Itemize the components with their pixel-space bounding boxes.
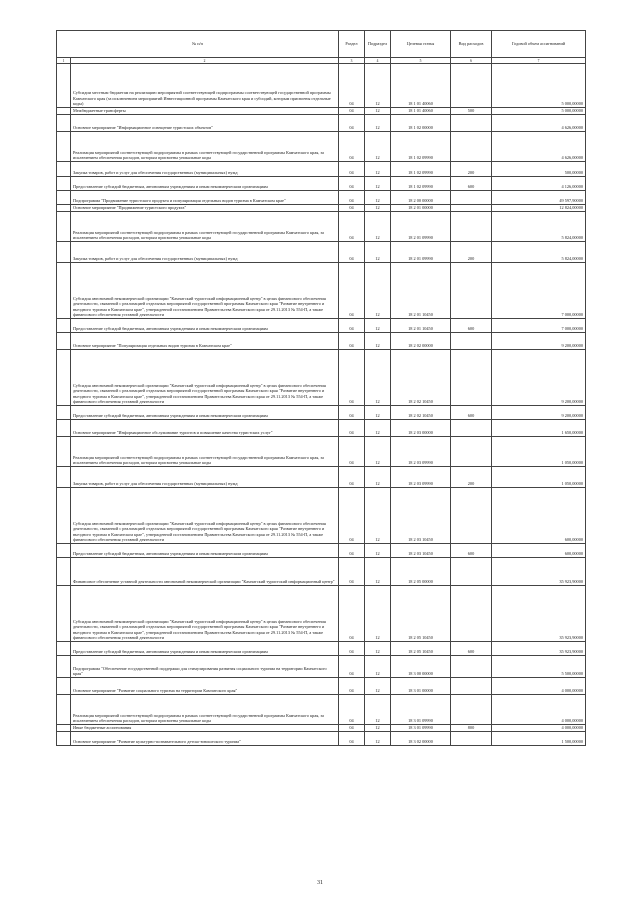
row-name-cell: Реализация мероприятий соответствующей подпрограммы в рамках соответствующей государственной программы Камчатского края, за исключением обеспечения расходов, которым присвоены уникальные коды bbox=[71, 437, 339, 467]
table-row bbox=[57, 695, 586, 725]
row-expense-type-cell bbox=[451, 656, 492, 678]
row-number-cell bbox=[57, 350, 71, 406]
header-podrazdel: Подраздел bbox=[365, 31, 391, 58]
row-target-cell: 18 1 02 09990 bbox=[391, 132, 451, 162]
row-name-cell: Предоставление субсидий бюджетным, автономным учреждениям и иным некоммерческим организациям bbox=[71, 642, 339, 656]
row-number-cell bbox=[57, 678, 71, 695]
row-amount-cell: 5 500,00000 bbox=[492, 656, 586, 678]
header-num: № п/п bbox=[57, 31, 339, 58]
row-number-cell bbox=[57, 437, 71, 467]
row-podrazdel-cell: 12 bbox=[365, 263, 391, 319]
header-annual-amount: Годовой объем ассигнований bbox=[492, 31, 586, 58]
header-razdel: Раздел bbox=[339, 31, 365, 58]
table-row bbox=[57, 212, 586, 242]
row-amount-cell: 35 923,90000 bbox=[492, 642, 586, 656]
row-amount-cell: 4 000,00000 bbox=[492, 678, 586, 695]
row-amount-cell: 4 626,00000 bbox=[492, 132, 586, 162]
row-expense-type-cell bbox=[451, 263, 492, 319]
table-body bbox=[57, 64, 586, 746]
row-podrazdel-cell: 12 bbox=[365, 586, 391, 642]
row-razdel-cell: 04 bbox=[339, 64, 365, 108]
row-amount-cell: 4 000,00000 bbox=[492, 725, 586, 732]
row-number-cell bbox=[57, 656, 71, 678]
row-number-cell bbox=[57, 586, 71, 642]
row-name-cell: Закупка товаров, работ и услуг для обеспечения государственных (муниципальных) нужд bbox=[71, 242, 339, 263]
row-razdel-cell: 04 bbox=[339, 656, 365, 678]
row-name-cell: Основное мероприятие "Развитие культурно-познавательного детско-юношеского туризма" bbox=[71, 732, 339, 746]
row-podrazdel-cell: 12 bbox=[365, 191, 391, 205]
row-number-cell bbox=[57, 108, 71, 115]
budget-table bbox=[56, 30, 586, 746]
page-number: 31 bbox=[317, 880, 323, 886]
row-razdel-cell: 04 bbox=[339, 695, 365, 725]
row-name-cell: Основное мероприятие "Развитие социального туризма на территории Камчатского края" bbox=[71, 678, 339, 695]
row-amount-cell: 7 000,00000 bbox=[492, 263, 586, 319]
row-target-cell: 18 1 01 40060 bbox=[391, 108, 451, 115]
row-podrazdel-cell: 12 bbox=[365, 406, 391, 420]
row-name-cell: Субсидия автономной некоммерческой организации "Камчатский туристский информационный центр" в целях финансового обеспечения деятельности, связанной с реализацией отдельных мероприятий государственной программы Камчатского края "Развитие внутреннего и въездного туризма в Камчатском крае", утвержденной постановлением Правительства Камчатского края от 29.11.2013 № 554-П, а также финансового обеспечения уставной деятельности bbox=[71, 586, 339, 642]
table-row bbox=[57, 191, 586, 205]
row-razdel-cell: 04 bbox=[339, 319, 365, 333]
row-name-cell: Подпрограмма "Обеспечение государственной поддержки для стимулирования развития социального туризма на территории Камчатского края" bbox=[71, 656, 339, 678]
row-target-cell: 18 2 05 10450 bbox=[391, 586, 451, 642]
row-razdel-cell: 04 bbox=[339, 132, 365, 162]
row-target-cell: 18 2 01 09990 bbox=[391, 212, 451, 242]
row-name-cell: Реализация мероприятий соответствующей подпрограммы в рамках соответствующей государственной программы Камчатского края, за исключением обеспечения расходов, которым присвоены уникальные коды bbox=[71, 695, 339, 725]
row-podrazdel-cell: 12 bbox=[365, 212, 391, 242]
row-expense-type-cell bbox=[451, 350, 492, 406]
index-cell: 6 bbox=[451, 58, 492, 64]
row-expense-type-cell bbox=[451, 333, 492, 350]
row-name-cell: Иные бюджетные ассигнования bbox=[71, 725, 339, 732]
row-target-cell: 18 2 02 10450 bbox=[391, 350, 451, 406]
row-amount-cell: 4 126,00000 bbox=[492, 177, 586, 191]
row-expense-type-cell: 600 bbox=[451, 406, 492, 420]
row-razdel-cell: 04 bbox=[339, 212, 365, 242]
row-expense-type-cell bbox=[451, 420, 492, 437]
row-amount-cell: 49 597,90000 bbox=[492, 191, 586, 205]
row-razdel-cell: 04 bbox=[339, 350, 365, 406]
row-podrazdel-cell: 12 bbox=[365, 319, 391, 333]
header-target-article: Целевая статья bbox=[391, 31, 451, 58]
row-name-cell: Закупка товаров, работ и услуг для обеспечения государственных (муниципальных) нужд bbox=[71, 162, 339, 177]
header-expense-type: Вид расходов bbox=[451, 31, 492, 58]
row-number-cell bbox=[57, 212, 71, 242]
row-razdel-cell: 04 bbox=[339, 263, 365, 319]
row-name-cell: Основное мероприятие "Популяризация отдельных видов туризма в Камчатском крае" bbox=[71, 333, 339, 350]
row-razdel-cell: 04 bbox=[339, 488, 365, 544]
row-expense-type-cell bbox=[451, 732, 492, 746]
row-expense-type-cell bbox=[451, 115, 492, 132]
row-name-cell: Субсидии местным бюджетам на реализацию мероприятий соответствующей подпрограммы соответствующей государственной программы Камчатского края (за исключением мероприятий Инвестиционной программы Камчатского края и субсидий, которым присвоены отдельные коды) bbox=[71, 64, 339, 108]
row-expense-type-cell bbox=[451, 212, 492, 242]
table-row bbox=[57, 420, 586, 437]
row-podrazdel-cell: 12 bbox=[365, 732, 391, 746]
row-razdel-cell: 04 bbox=[339, 558, 365, 586]
row-number-cell bbox=[57, 263, 71, 319]
row-razdel-cell: 04 bbox=[339, 732, 365, 746]
index-cell: 3 bbox=[339, 58, 365, 64]
row-razdel-cell: 04 bbox=[339, 586, 365, 642]
table-row bbox=[57, 333, 586, 350]
row-podrazdel-cell: 12 bbox=[365, 642, 391, 656]
row-name-cell: Закупка товаров, работ и услуг для обеспечения государственных (муниципальных) нужд bbox=[71, 467, 339, 488]
row-number-cell bbox=[57, 488, 71, 544]
row-razdel-cell: 04 bbox=[339, 205, 365, 212]
row-amount-cell: 5 824,00000 bbox=[492, 212, 586, 242]
row-podrazdel-cell: 12 bbox=[365, 108, 391, 115]
row-podrazdel-cell: 12 bbox=[365, 64, 391, 108]
row-podrazdel-cell: 12 bbox=[365, 132, 391, 162]
row-podrazdel-cell: 12 bbox=[365, 656, 391, 678]
row-number-cell bbox=[57, 242, 71, 263]
row-razdel-cell: 04 bbox=[339, 108, 365, 115]
row-number-cell bbox=[57, 642, 71, 656]
table-row bbox=[57, 467, 586, 488]
row-name-cell: Финансовое обеспечение уставной деятельности автономной некоммерческой организации "Камчатский туристский информационный центр" bbox=[71, 558, 339, 586]
row-number-cell bbox=[57, 420, 71, 437]
row-razdel-cell: 04 bbox=[339, 725, 365, 732]
row-expense-type-cell bbox=[451, 205, 492, 212]
row-podrazdel-cell: 12 bbox=[365, 725, 391, 732]
row-expense-type-cell: 200 bbox=[451, 162, 492, 177]
row-podrazdel-cell: 12 bbox=[365, 333, 391, 350]
row-razdel-cell: 04 bbox=[339, 544, 365, 558]
row-name-cell: Реализация мероприятий соответствующей подпрограммы в рамках соответствующей государственной программы Камчатского края, за исключением обеспечения расходов, которым присвоены уникальные коды bbox=[71, 132, 339, 162]
row-razdel-cell: 04 bbox=[339, 162, 365, 177]
row-expense-type-cell bbox=[451, 586, 492, 642]
row-target-cell: 18 2 03 10450 bbox=[391, 488, 451, 544]
row-number-cell bbox=[57, 319, 71, 333]
row-target-cell: 18 2 01 00000 bbox=[391, 205, 451, 212]
row-number-cell bbox=[57, 205, 71, 212]
row-expense-type-cell: 600 bbox=[451, 544, 492, 558]
row-amount-cell: 600,00000 bbox=[492, 544, 586, 558]
table-row bbox=[57, 132, 586, 162]
table-row bbox=[57, 205, 586, 212]
row-expense-type-cell bbox=[451, 437, 492, 467]
row-amount-cell: 1 650,00000 bbox=[492, 420, 586, 437]
row-target-cell: 18 3 00 00000 bbox=[391, 656, 451, 678]
table-row bbox=[57, 656, 586, 678]
row-podrazdel-cell: 12 bbox=[365, 544, 391, 558]
table-row bbox=[57, 263, 586, 319]
row-name-cell: Подпрограмма "Продвижение туристского продукта и популяризация отдельных видов туризма в Камчатском крае" bbox=[71, 191, 339, 205]
index-cell: 1 bbox=[57, 58, 71, 64]
index-cell: 7 bbox=[492, 58, 586, 64]
row-number-cell bbox=[57, 725, 71, 732]
row-podrazdel-cell: 12 bbox=[365, 115, 391, 132]
table-row bbox=[57, 162, 586, 177]
row-razdel-cell: 04 bbox=[339, 242, 365, 263]
row-target-cell: 18 2 02 00000 bbox=[391, 333, 451, 350]
row-name-cell: Основное мероприятие "Информационное освещение туристских объектов" bbox=[71, 115, 339, 132]
row-razdel-cell: 04 bbox=[339, 177, 365, 191]
row-number-cell bbox=[57, 406, 71, 420]
row-expense-type-cell: 600 bbox=[451, 319, 492, 333]
row-expense-type-cell: 500 bbox=[451, 108, 492, 115]
table-row bbox=[57, 242, 586, 263]
row-number-cell bbox=[57, 558, 71, 586]
row-amount-cell: 9 200,00000 bbox=[492, 333, 586, 350]
row-podrazdel-cell: 12 bbox=[365, 558, 391, 586]
row-target-cell: 18 2 03 09990 bbox=[391, 437, 451, 467]
row-amount-cell: 35 923,90000 bbox=[492, 558, 586, 586]
table-row bbox=[57, 586, 586, 642]
table-row bbox=[57, 177, 586, 191]
row-amount-cell: 7 000,00000 bbox=[492, 319, 586, 333]
row-amount-cell: 4 000,00000 bbox=[492, 695, 586, 725]
row-expense-type-cell bbox=[451, 678, 492, 695]
row-name-cell: Предоставление субсидий бюджетным, автономным учреждениям и иным некоммерческим организациям bbox=[71, 406, 339, 420]
row-podrazdel-cell: 12 bbox=[365, 177, 391, 191]
table-row bbox=[57, 732, 586, 746]
row-target-cell: 18 2 03 09990 bbox=[391, 467, 451, 488]
row-amount-cell: 4 626,00000 bbox=[492, 115, 586, 132]
row-podrazdel-cell: 12 bbox=[365, 437, 391, 467]
row-amount-cell: 1 500,00000 bbox=[492, 732, 586, 746]
row-target-cell: 18 1 01 40060 bbox=[391, 64, 451, 108]
table-row bbox=[57, 115, 586, 132]
row-target-cell: 18 2 01 10450 bbox=[391, 319, 451, 333]
row-expense-type-cell bbox=[451, 191, 492, 205]
index-cell: 2 bbox=[71, 58, 339, 64]
table-header bbox=[57, 31, 586, 64]
row-amount-cell: 5 000,00000 bbox=[492, 108, 586, 115]
row-number-cell bbox=[57, 177, 71, 191]
table-row bbox=[57, 642, 586, 656]
row-podrazdel-cell: 12 bbox=[365, 488, 391, 544]
row-name-cell: Предоставление субсидий бюджетным, автономным учреждениям и иным некоммерческим организациям bbox=[71, 319, 339, 333]
row-amount-cell: 12 824,00000 bbox=[492, 205, 586, 212]
row-name-cell: Субсидия автономной некоммерческой организации "Камчатский туристский информационный центр" в целях финансового обеспечения деятельности, связанной с реализацией отдельных мероприятий государственной программы Камчатского края "Развитие внутреннего и въездного туризма в Камчатском крае", утвержденной постановлением Правительства Камчатского края от 29.11.2013 № 554-П, а также финансового обеспечения уставной деятельности bbox=[71, 488, 339, 544]
row-razdel-cell: 04 bbox=[339, 420, 365, 437]
row-number-cell bbox=[57, 544, 71, 558]
row-target-cell: 18 1 02 00000 bbox=[391, 115, 451, 132]
table-row bbox=[57, 725, 586, 732]
row-number-cell bbox=[57, 695, 71, 725]
row-expense-type-cell: 800 bbox=[451, 725, 492, 732]
row-name-cell: Основное мероприятие "Продвижение туристского продукта" bbox=[71, 205, 339, 212]
row-target-cell: 18 2 05 00000 bbox=[391, 558, 451, 586]
row-name-cell: Субсидия автономной некоммерческой организации "Камчатский туристский информационный центр" в целях финансового обеспечения деятельности, связанной с реализацией отдельных мероприятий государственной программы Камчатского края "Развитие внутреннего и въездного туризма в Камчатском крае", утвержденной постановлением Правительства Камчатского края от 29.11.2013 № 554-П, а также финансового обеспечения уставной деятельности bbox=[71, 263, 339, 319]
row-name-cell: Предоставление субсидий бюджетным, автономным учреждениям и иным некоммерческим организациям bbox=[71, 544, 339, 558]
row-target-cell: 18 2 03 10450 bbox=[391, 544, 451, 558]
row-razdel-cell: 04 bbox=[339, 467, 365, 488]
row-razdel-cell: 04 bbox=[339, 437, 365, 467]
row-name-cell: Основное мероприятие "Информационное обслуживание туристов и повышение качества туристских услуг" bbox=[71, 420, 339, 437]
row-number-cell bbox=[57, 115, 71, 132]
row-podrazdel-cell: 12 bbox=[365, 205, 391, 212]
row-target-cell: 18 2 05 10450 bbox=[391, 642, 451, 656]
row-name-cell: Предоставление субсидий бюджетным, автономным учреждениям и иным некоммерческим организациям bbox=[71, 177, 339, 191]
row-expense-type-cell bbox=[451, 695, 492, 725]
row-expense-type-cell: 600 bbox=[451, 642, 492, 656]
row-number-cell bbox=[57, 191, 71, 205]
row-target-cell: 18 2 01 10450 bbox=[391, 263, 451, 319]
row-number-cell bbox=[57, 467, 71, 488]
row-amount-cell: 1 050,00000 bbox=[492, 467, 586, 488]
row-expense-type-cell: 200 bbox=[451, 242, 492, 263]
row-razdel-cell: 04 bbox=[339, 678, 365, 695]
row-number-cell bbox=[57, 333, 71, 350]
table-row bbox=[57, 350, 586, 406]
row-amount-cell: 600,00000 bbox=[492, 488, 586, 544]
index-cell: 4 bbox=[365, 58, 391, 64]
row-amount-cell: 35 923,90000 bbox=[492, 586, 586, 642]
row-target-cell: 18 3 02 00000 bbox=[391, 732, 451, 746]
row-razdel-cell: 04 bbox=[339, 333, 365, 350]
row-number-cell bbox=[57, 732, 71, 746]
index-cell: 5 bbox=[391, 58, 451, 64]
row-name-cell: Межбюджетные трансферты bbox=[71, 108, 339, 115]
row-target-cell: 18 3 01 09990 bbox=[391, 725, 451, 732]
row-amount-cell: 9 200,00000 bbox=[492, 350, 586, 406]
row-razdel-cell: 04 bbox=[339, 642, 365, 656]
row-amount-cell: 5 824,00000 bbox=[492, 242, 586, 263]
table-row bbox=[57, 558, 586, 586]
row-expense-type-cell bbox=[451, 132, 492, 162]
row-expense-type-cell bbox=[451, 488, 492, 544]
header-row bbox=[57, 31, 586, 58]
table-row bbox=[57, 64, 586, 108]
table-row bbox=[57, 544, 586, 558]
row-podrazdel-cell: 12 bbox=[365, 467, 391, 488]
row-target-cell: 18 1 02 09990 bbox=[391, 162, 451, 177]
row-name-cell: Субсидия автономной некоммерческой организации "Камчатский туристский информационный центр" в целях финансового обеспечения деятельности, связанной с реализацией отдельных мероприятий государственной программы Камчатского края "Развитие внутреннего и въездного туризма в Камчатском крае", утвержденной постановлением Правительства Камчатского края от 29.11.2013 № 554-П, а также финансового обеспечения уставной деятельности bbox=[71, 350, 339, 406]
row-expense-type-cell bbox=[451, 64, 492, 108]
row-razdel-cell: 04 bbox=[339, 191, 365, 205]
row-podrazdel-cell: 12 bbox=[365, 242, 391, 263]
row-podrazdel-cell: 12 bbox=[365, 678, 391, 695]
table-row bbox=[57, 437, 586, 467]
table-row bbox=[57, 319, 586, 333]
row-amount-cell: 1 050,00000 bbox=[492, 437, 586, 467]
table-row bbox=[57, 678, 586, 695]
row-name-cell: Реализация мероприятий соответствующей подпрограммы в рамках соответствующей государственной программы Камчатского края, за исключением обеспечения расходов, которым присвоены уникальные коды bbox=[71, 212, 339, 242]
row-podrazdel-cell: 12 bbox=[365, 695, 391, 725]
row-number-cell bbox=[57, 64, 71, 108]
row-podrazdel-cell: 12 bbox=[365, 350, 391, 406]
row-number-cell bbox=[57, 162, 71, 177]
row-razdel-cell: 04 bbox=[339, 115, 365, 132]
row-number-cell bbox=[57, 132, 71, 162]
row-podrazdel-cell: 12 bbox=[365, 162, 391, 177]
row-podrazdel-cell: 12 bbox=[365, 420, 391, 437]
table-row bbox=[57, 108, 586, 115]
row-amount-cell: 500,00000 bbox=[492, 162, 586, 177]
row-expense-type-cell: 200 bbox=[451, 467, 492, 488]
row-target-cell: 18 3 01 09990 bbox=[391, 695, 451, 725]
row-expense-type-cell bbox=[451, 558, 492, 586]
row-amount-cell: 9 200,00000 bbox=[492, 406, 586, 420]
row-razdel-cell: 04 bbox=[339, 406, 365, 420]
row-target-cell: 18 2 00 00000 bbox=[391, 191, 451, 205]
row-amount-cell: 5 000,00000 bbox=[492, 64, 586, 108]
table-row bbox=[57, 406, 586, 420]
row-target-cell: 18 2 01 09990 bbox=[391, 242, 451, 263]
row-target-cell: 18 3 01 00000 bbox=[391, 678, 451, 695]
row-target-cell: 18 2 03 00000 bbox=[391, 420, 451, 437]
table-row bbox=[57, 488, 586, 544]
row-target-cell: 18 1 02 09990 bbox=[391, 177, 451, 191]
row-target-cell: 18 2 02 10450 bbox=[391, 406, 451, 420]
row-expense-type-cell: 600 bbox=[451, 177, 492, 191]
